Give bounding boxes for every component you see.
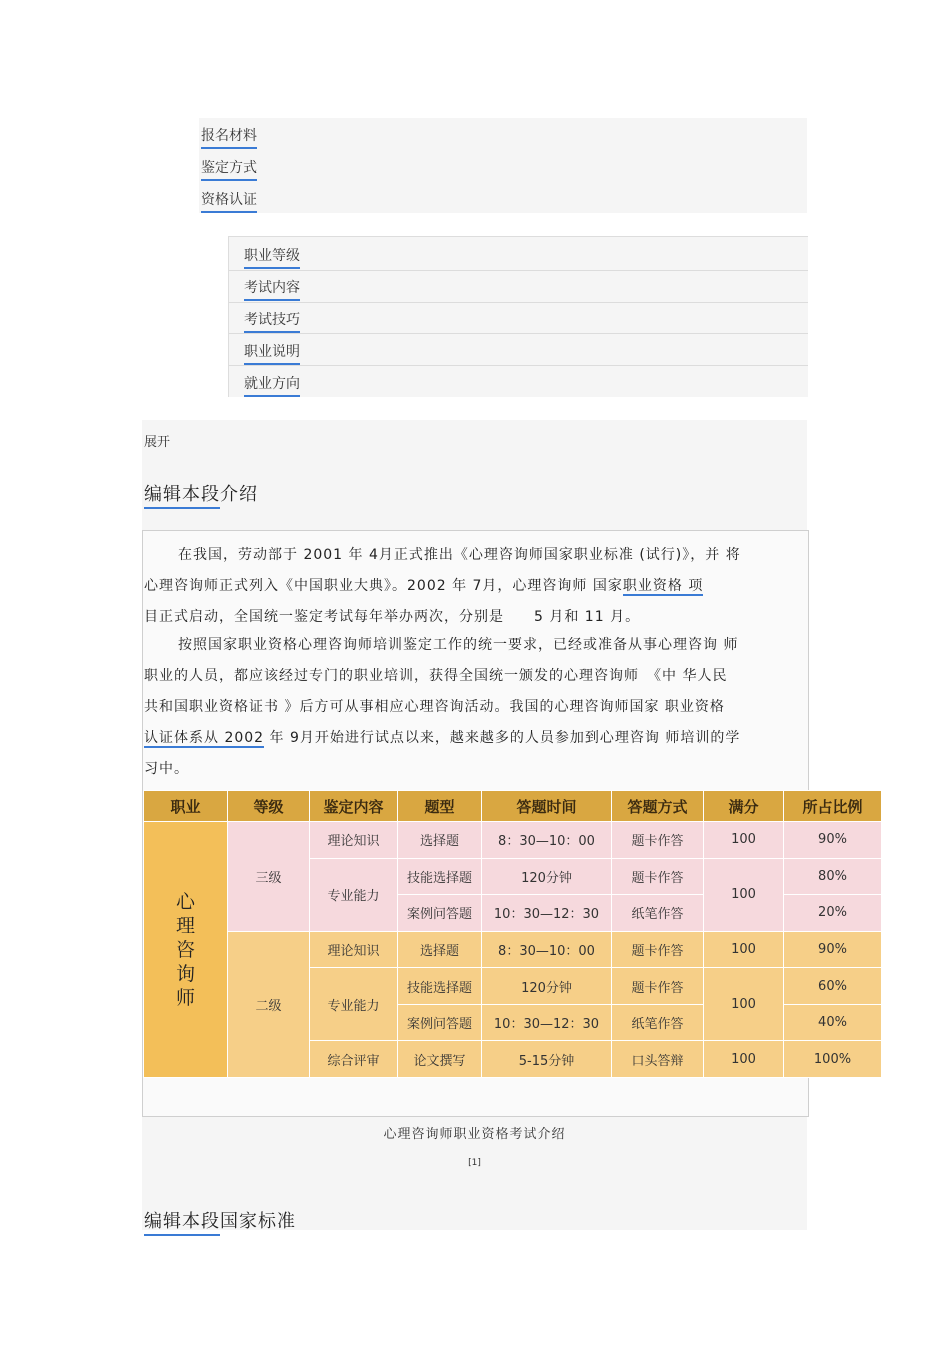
table-cell: 综合评审	[310, 1041, 398, 1078]
table-cell: 案例问答题	[398, 1004, 482, 1041]
table-cell: 5-15分钟	[482, 1041, 612, 1078]
para-line	[144, 571, 812, 602]
table-header: 等级	[228, 791, 310, 822]
table-cell: 题卡作答	[612, 968, 704, 1005]
table-header: 题型	[398, 791, 482, 822]
table-cell: 选择题	[398, 822, 482, 859]
profession-char: 询	[175, 962, 195, 985]
edit-section-link[interactable]: 编辑本段	[144, 484, 220, 509]
divider	[229, 333, 808, 334]
table-cell: 60%	[784, 968, 882, 1005]
para-line	[144, 723, 812, 754]
table-cell: 90%	[784, 822, 882, 859]
exam-table	[143, 790, 882, 1078]
section-heading-standard	[144, 1207, 296, 1233]
para-text: 年 9月开始进行试点以来，越来越多的人员参加到心理咨询 师培训的学	[264, 730, 741, 746]
profession-char: 理	[175, 914, 195, 937]
para-line: 目正式启动，全国统一鉴定考试每年举办两次，分别是 5 月和 11 月。	[144, 609, 641, 625]
table-cell: 20%	[784, 895, 882, 932]
table-cell: 90%	[784, 931, 882, 968]
table-row	[144, 822, 882, 859]
profession-cell	[144, 822, 228, 1078]
toc-link-registration[interactable]: 报名材料	[201, 127, 257, 149]
table-cell: 技能选择题	[398, 968, 482, 1005]
paragraph-1	[144, 540, 812, 633]
table-header: 职业	[144, 791, 228, 822]
table-cell: 专业能力	[310, 858, 398, 931]
divider	[229, 270, 808, 271]
table-cell: 100	[704, 1041, 784, 1078]
table-header-row	[144, 791, 882, 822]
paragraph-2	[144, 630, 812, 785]
table-cell: 口头答辩	[612, 1041, 704, 1078]
table-cell: 100	[704, 931, 784, 968]
table-cell: 80%	[784, 858, 882, 895]
subtoc-link-exam-tips[interactable]: 考试技巧	[244, 311, 300, 333]
table-cell: 100%	[784, 1041, 882, 1078]
profession-char: 师	[175, 986, 195, 1009]
table-cell: 论文撰写	[398, 1041, 482, 1078]
table-cell: 案例问答题	[398, 895, 482, 932]
figure-caption: 心理咨询师职业资格考试介绍	[383, 1127, 566, 1142]
table-cell: 120分钟	[482, 858, 612, 895]
edit-section-link[interactable]: 编辑本段	[144, 1211, 220, 1236]
certification-system-link[interactable]: 认证体系从 2002	[144, 730, 265, 746]
table-cell: 题卡作答	[612, 858, 704, 895]
para-line: 习中。	[144, 761, 189, 777]
table-cell: 8：30—10：00	[482, 931, 612, 968]
table-cell: 理论知识	[310, 931, 398, 968]
section-title: 介绍	[220, 484, 258, 505]
profession-char: 咨	[175, 938, 195, 961]
table-cell: 8：30—10：00	[482, 822, 612, 859]
table-cell: 10：30—12：30	[482, 1004, 612, 1041]
para-line: 共和国职业资格证书 》后方可从事相应心理咨询活动。我国的心理咨询师国家 职业资格	[144, 699, 725, 715]
table-cell: 10：30—12：30	[482, 895, 612, 932]
toc-link-appraisal[interactable]: 鉴定方式	[201, 159, 257, 181]
table-header: 答题方式	[612, 791, 704, 822]
section-title: 国家标准	[220, 1211, 296, 1232]
table-cell: 题卡作答	[612, 822, 704, 859]
expand-link[interactable]: 展开	[144, 435, 171, 450]
para-line: 按照国家职业资格心理咨询师培训鉴定工作的统一要求，已经或准备从事心理咨询 师	[178, 637, 739, 653]
profession-label	[144, 890, 227, 1010]
table-header: 满分	[704, 791, 784, 822]
table-cell: 100	[704, 822, 784, 859]
table-cell: 技能选择题	[398, 858, 482, 895]
subtoc-link-level[interactable]: 职业等级	[244, 247, 300, 269]
para-line: 在我国，劳动部于 2001 年 4月正式推出《心理咨询师国家职业标准 (试行)》，并 将	[178, 547, 741, 563]
table-cell: 专业能力	[310, 968, 398, 1041]
profession-char: 心	[175, 890, 195, 913]
toc-box	[199, 118, 807, 213]
divider	[229, 302, 808, 303]
table-cell: 纸笔作答	[612, 895, 704, 932]
divider	[229, 365, 808, 366]
para-line: 职业的人员，都应该经过专门的职业培训，获得全国统一颁发的心理咨询师 《中 华人民	[144, 668, 728, 684]
toc-link-certification[interactable]: 资格认证	[201, 191, 257, 213]
table-row	[144, 931, 882, 968]
table-cell: 题卡作答	[612, 931, 704, 968]
table-cell: 100	[704, 968, 784, 1041]
subtoc-box	[228, 236, 808, 397]
level-cell: 三级	[228, 822, 310, 932]
table-cell: 选择题	[398, 931, 482, 968]
table-cell: 纸笔作答	[612, 1004, 704, 1041]
table-cell: 理论知识	[310, 822, 398, 859]
table-cell: 100	[704, 858, 784, 931]
level-cell: 二级	[228, 931, 310, 1077]
table-cell: 120分钟	[482, 968, 612, 1005]
table-header: 所占比例	[784, 791, 882, 822]
subtoc-link-career[interactable]: 就业方向	[244, 375, 300, 397]
table-header: 鉴定内容	[310, 791, 398, 822]
subtoc-link-description[interactable]: 职业说明	[244, 343, 300, 365]
reference-link[interactable]: [1]	[468, 1158, 481, 1168]
occupation-qualification-link[interactable]: 职业资格 项	[622, 578, 704, 594]
subtoc-link-exam-content[interactable]: 考试内容	[244, 279, 300, 301]
section-heading-intro	[144, 480, 258, 506]
para-text: 心理咨询师正式列入《中国职业大典》。2002 年 7月，心理咨询师 国家	[144, 578, 623, 594]
table-cell: 40%	[784, 1004, 882, 1041]
table-header: 答题时间	[482, 791, 612, 822]
